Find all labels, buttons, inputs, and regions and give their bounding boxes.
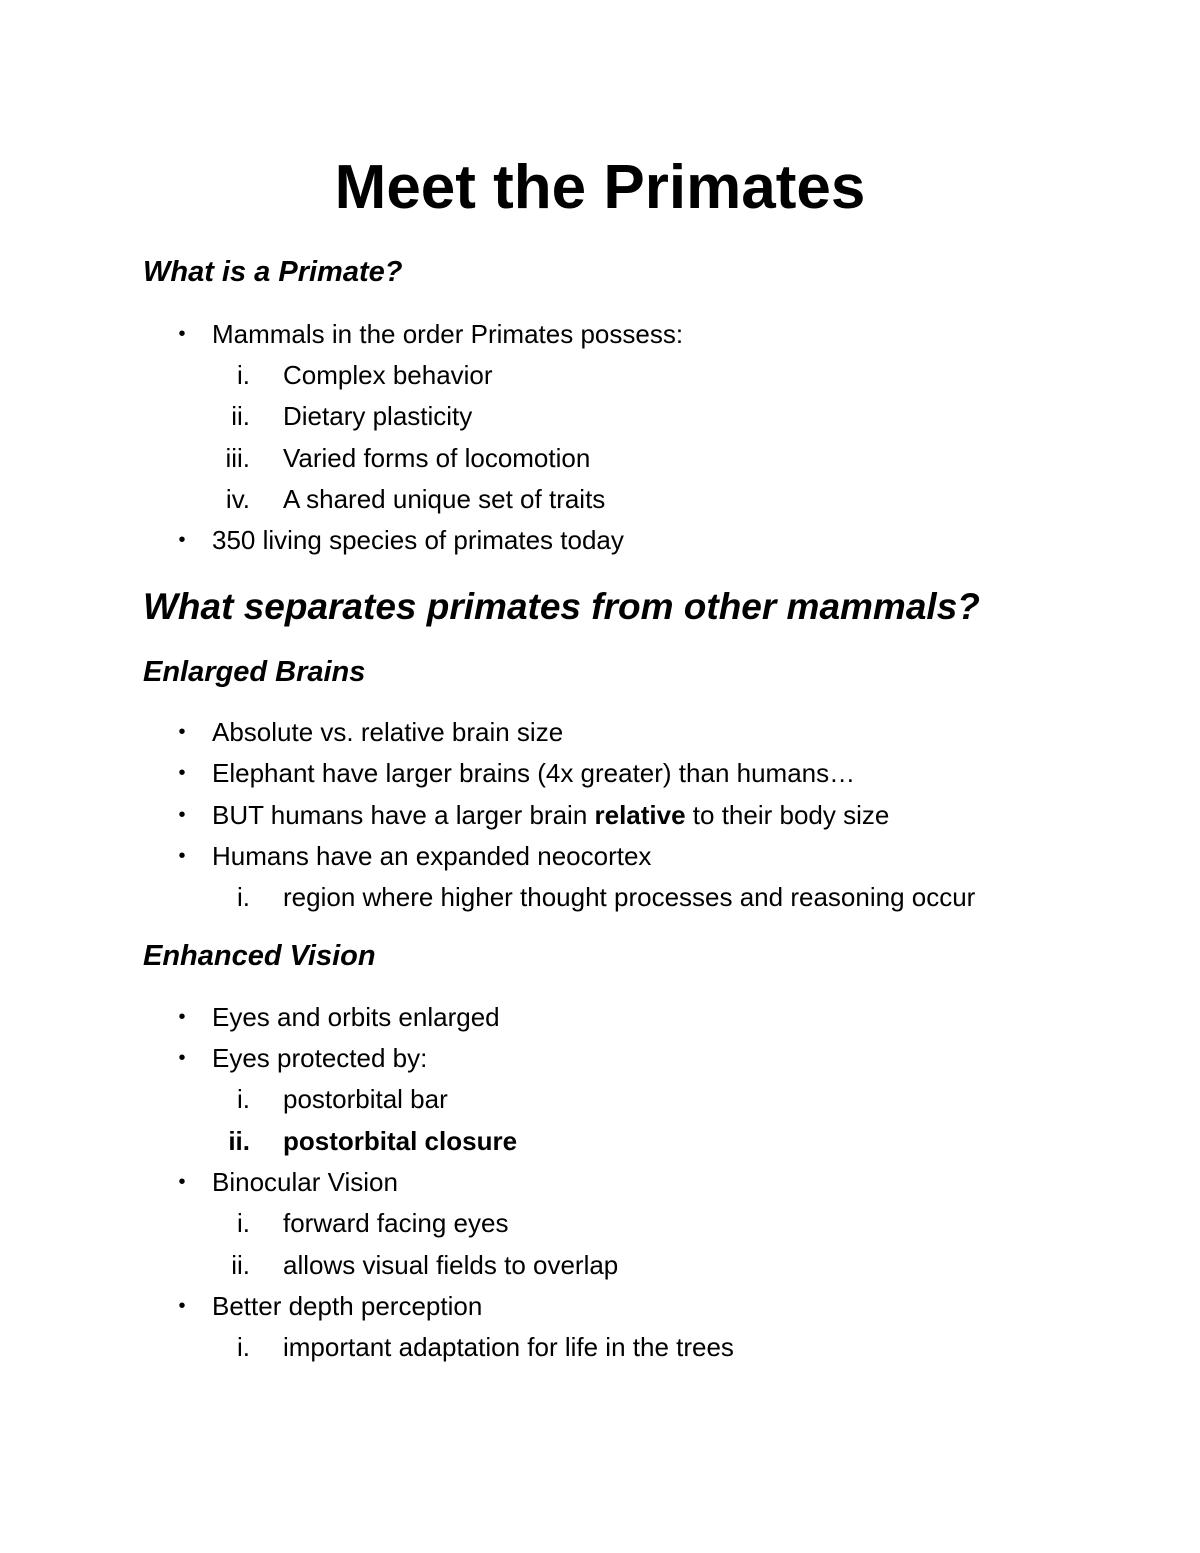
list-item — [0, 314, 1200, 354]
bullet-icon: • — [178, 529, 186, 551]
list-item — [0, 712, 1200, 752]
sub-list-item — [0, 1245, 1200, 1285]
bullet-icon: • — [178, 1295, 186, 1317]
list-item-text: Binocular Vision — [212, 1167, 398, 1197]
list-item — [0, 1038, 1200, 1078]
bullet-icon: • — [178, 1047, 186, 1069]
list-item-text: Complex behavior — [283, 360, 493, 390]
list-item — [0, 997, 1200, 1037]
sub-list-item — [0, 1079, 1200, 1119]
list-item-text: important adaptation for life in the trees — [283, 1332, 734, 1362]
list-number: i. — [237, 1208, 250, 1238]
sub-list-item — [0, 1327, 1200, 1367]
bullet-icon: • — [178, 804, 186, 826]
list-item — [0, 753, 1200, 793]
list-item-text: Mammals in the order Primates possess: — [212, 319, 684, 349]
bold-text-run: relative — [594, 800, 686, 830]
bullet-icon: • — [178, 1171, 186, 1193]
page-title: Meet the Primates — [334, 153, 866, 222]
list-item-text: region where higher thought processes and reasoning occur — [283, 882, 976, 912]
list-item-text: A shared unique set of traits — [283, 484, 606, 514]
bullet-icon: • — [178, 845, 186, 867]
list-item-text: 350 living species of primates today — [212, 525, 624, 555]
list-item-text: postorbital bar — [283, 1084, 448, 1114]
heading-enhanced-vision: Enhanced Vision — [143, 940, 376, 972]
list-item — [0, 1286, 1200, 1326]
list-item — [0, 836, 1200, 876]
list-number: ii. — [228, 1126, 250, 1156]
list-number: i. — [237, 1084, 250, 1114]
sub-list-item — [0, 355, 1200, 395]
text-run: to their body size — [685, 800, 890, 830]
bullet-icon: • — [178, 1006, 186, 1028]
list-item-text: Eyes and orbits enlarged — [212, 1002, 500, 1032]
list-number: i. — [237, 1332, 250, 1362]
list-number: i. — [237, 360, 250, 390]
list-item-text: Absolute vs. relative brain size — [212, 717, 564, 747]
list-number: ii. — [231, 401, 250, 431]
heading-what-separates-primates: What separates primates from other mammals? — [143, 586, 980, 627]
sub-list-item — [0, 877, 1200, 917]
sub-list-item — [0, 479, 1200, 519]
sub-list-item — [0, 438, 1200, 478]
list-item-text: Elephant have larger brains (4x greater) than humans… — [212, 758, 856, 788]
list-item-text: forward facing eyes — [283, 1208, 509, 1238]
sub-list-item — [0, 396, 1200, 436]
list-item-text: Humans have an expanded neocortex — [212, 841, 652, 871]
list-item-text — [212, 795, 889, 835]
bullet-icon: • — [178, 762, 186, 784]
list-item — [0, 520, 1200, 560]
list-item-text: Varied forms of locomotion — [283, 443, 591, 473]
sub-list-item — [0, 1121, 1200, 1161]
bullet-icon: • — [178, 323, 186, 345]
list-item-text: Dietary plasticity — [283, 401, 473, 431]
list-item — [0, 795, 1200, 835]
list-number: i. — [237, 882, 250, 912]
list-item-text: allows visual fields to overlap — [283, 1250, 619, 1280]
heading-what-is-a-primate: What is a Primate? — [143, 256, 403, 288]
text-run: BUT humans have a larger brain — [212, 800, 595, 830]
list-number: ii. — [231, 1250, 250, 1280]
list-item-text: postorbital closure — [283, 1126, 518, 1156]
heading-enlarged-brains: Enlarged Brains — [143, 656, 366, 688]
list-item-text: Better depth perception — [212, 1291, 483, 1321]
list-number: iii. — [225, 443, 250, 473]
bullet-icon: • — [178, 721, 186, 743]
list-number: iv. — [225, 484, 250, 514]
sub-list-item — [0, 1203, 1200, 1243]
list-item-text: Eyes protected by: — [212, 1043, 428, 1073]
list-item — [0, 1162, 1200, 1202]
